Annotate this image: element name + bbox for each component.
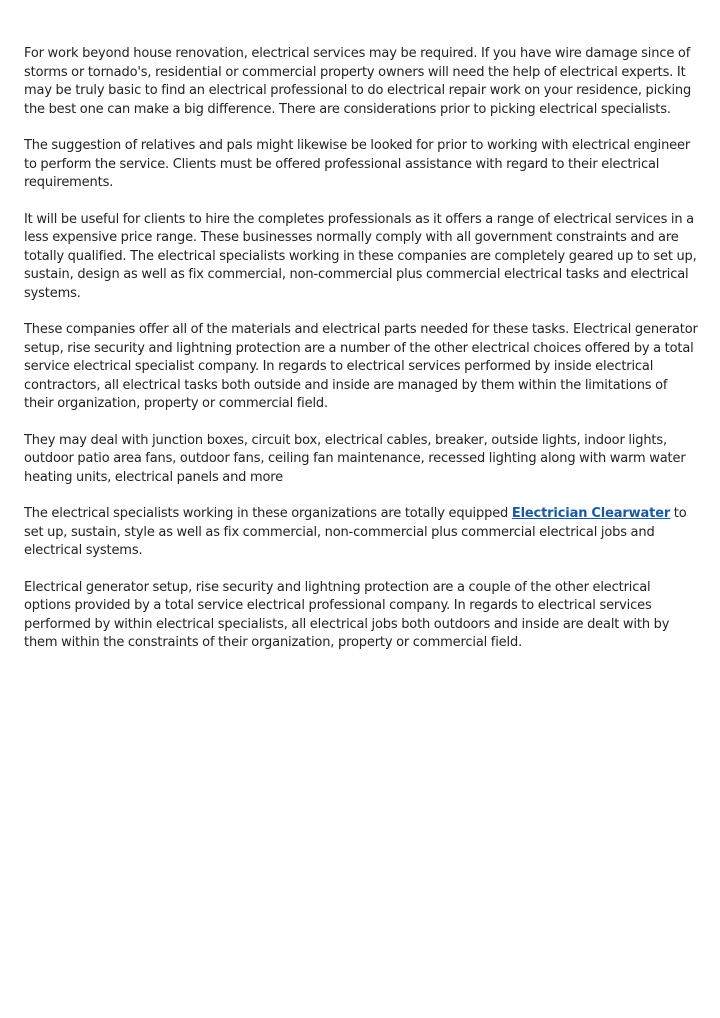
paragraph-5: They may deal with junction boxes, circuit box, electrical cables, breaker, outside lights, indoor lights, outdoor patio area fans, outdoor fans, ceiling fan maintenance, recessed lighting along with warm water heating units, electrical panels and more: [24, 432, 686, 485]
article-body: [24, 45, 698, 671]
paragraph-4: These companies offer all of the materials and electrical parts needed for these tasks. Electrical generator setup, rise security and lightning protection are a number of the other electrical choices offered by a total service electrical specialist company. In regards to electrical services performed by inside electrical contractors, all electrical tasks both outside and inside are managed by them within the limitations of their organization, property or commercial field.: [24, 322, 698, 411]
paragraph-6-trailing-text: to set up, sustain, style as well as fix commercial, non-commercial plus commercial electrical jobs and electrical systems.: [24, 506, 687, 558]
paragraph-1: For work beyond house renovation, electrical services may be required. If you have wire damage since of storms or tornado's, residential or commercial property owners will need the help of electrical experts. It may be truly basic to find an electrical professional to do electrical repair work on your residence, picking the best one can make a big difference. There are considerations prior to picking electrical specialists.: [24, 46, 692, 117]
paragraph-2: The suggestion of relatives and pals might likewise be looked for prior to working with electrical engineer to perform the service. Clients must be offered professional assistance with regard to their electrical requirements.: [24, 138, 691, 190]
paragraph-7: Electrical generator setup, rise security and lightning protection are a couple of the other electrical options provided by a total service electrical professional company. In regards to electrical services performed by within electrical specialists, all electrical jobs both outdoors and inside are dealt with by them within the constraints of their organization, property or commercial field.: [24, 579, 670, 650]
paragraph-3: It will be useful for clients to hire the completes professionals as it offers a range of electrical services in a less expensive price range. These businesses normally comply with all government constraints and are totally qualified. The electrical specialists working in these companies are completely geared up to set up, sustain, design as well as fix commercial, non-commercial plus commercial electrical tasks and electrical systems.: [24, 211, 697, 301]
paragraph-6: [24, 505, 698, 561]
electrician-clearwater-link[interactable]: Electrician Clearwater: [511, 506, 671, 521]
paragraph-6-lead-text: The electrical specialists working in these organizations are totally equipped: [24, 506, 512, 521]
